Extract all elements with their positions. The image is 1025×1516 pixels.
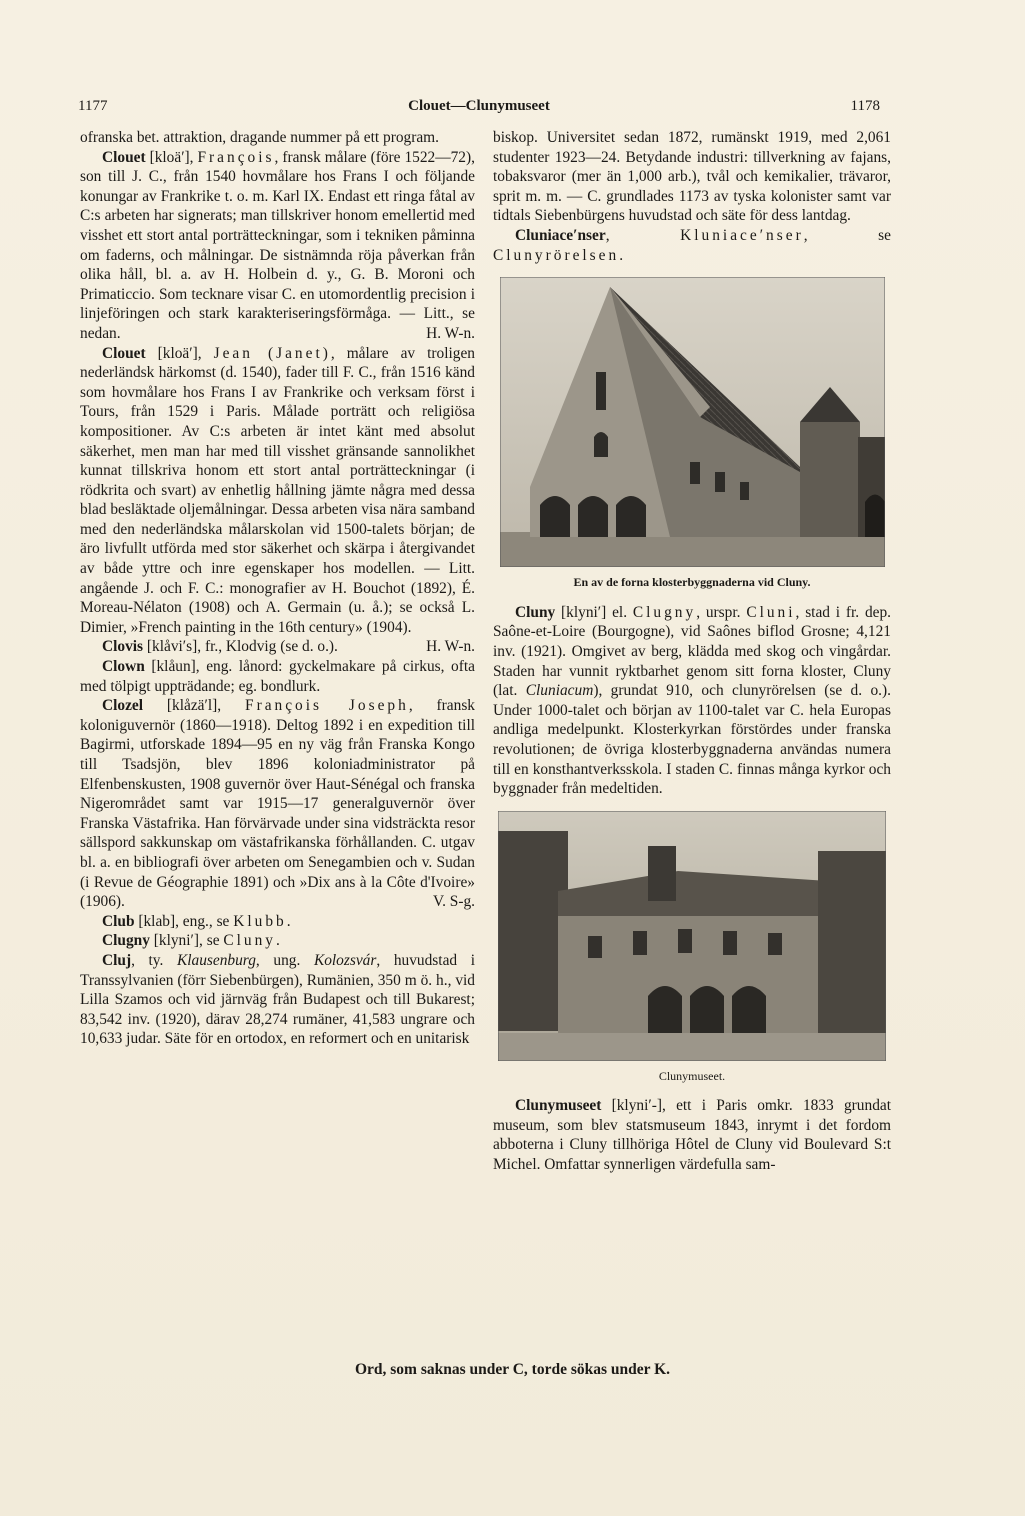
entry-continuation: ofranska bet. attraktion, dragande nummer på ett program.	[80, 129, 439, 146]
author-signature: V. S-g.	[432, 893, 475, 911]
entry-cluny: Cluny [klyni′] el. Clugny, urspr. Cluni, stad i fr. dep. Saône-et-Loire (Bourgogne), vid Saônes biflod Grosne; 4,121 inv. (1921). Omgivet av berg, klädda med skog och vingårdar. Staden har vunnit ryktbarhet genom sitt forna kloster, Cluny (lat. Cluniacum), grundat 910, och clunyrörelsen (se d. o.). Under 1000-talet och början av 1100-talet var C. hela Europas andliga medelpunkt. Klosterkyrkan förstördes under franska revolutionen; de övriga klosterbyggnaderna användas numera till en konsthantverksskola. I staden C. finnas många kyrkor och byggnader från medeltiden.	[493, 603, 892, 798]
headword: Clown	[102, 658, 145, 676]
entry-clown: Clown [klåun], eng. lånord: gyckelmakare på cirkus, ofta med tölpigt uppträdande; eg. bondlurk.	[80, 658, 475, 695]
headword: Cluniace′nser	[515, 226, 606, 244]
entry-club: Club [klab], eng., se Klubb.	[102, 912, 291, 930]
entry-clunymuseet: Clunymuseet [klyni′-], ett i Paris omkr. 1833 grundat museum, som blev statsmuseum 1843, inrymt i det fordom abboterna i Cluny tillhöriga Hôtel de Cluny vid Boulevard S:t Michel. Omfattar synnerligen värdefulla sam-	[493, 1097, 891, 1174]
headword: Clouet	[102, 148, 146, 166]
figure-caption: En av de forna klosterbyggnaderna vid Cluny.	[573, 575, 811, 590]
entry-continuation: biskop. Universitet sedan 1872, rumänskt 1919, med 2,061 studenter 1923—24. Betydande industri: tillverkning av fajans, tobaksvaror (mer än 1,000 arb.), tvål och kemikalier, trävaror, sprit m. m. — C. grundlades 1173 av tyska kolonister samt var tidtals Siebenbürgens huvudstad och säte för dess lantdag.	[493, 129, 891, 225]
cross-reference: Clunyrörelsen	[493, 246, 620, 264]
headword: Club	[102, 912, 135, 930]
headword: Cluj	[102, 951, 132, 969]
headword: Clouet	[102, 344, 146, 362]
entry-cluniacenser: Cluniace′nser, Kluniace′nser, se Clunyrörelsen.	[493, 226, 891, 264]
entry-clouet-jean: Clouet [kloä′], Jean (Janet), målare av troligen nederländsk härkomst (d. 1540), fader till F. C., från 1516 känd som hovmålare hos Frans I av Frankrike och verksam först i Tours, från 1529 i Paris. Målade porträtt och religiösa kompositioner. Av C:s arbeten är intet känt med absolut säkerhet, men man har med till visshet gränsande sannolikhet kunnat tillskriva honom ett stort antal porträtteckningar (i rödkrita och svart) av enhetlig hållning jämte några med dessa blad besläktade oljemålningar. Dessa arbeten visa nära samband med den nederländska målarskolan vid 1500-talets början; de äro livfullt utförda med stor säkerhet och skärpa i återgivandet av både yttre och inre egenskaper hos modellen. — Litt. angående J. och F. C.: monografier av H. Bouchot (1892), É. Moreau-Nélaton (1908) och A. Germain (u. å.); se också L. Dimier, »French painting in the 16th century» (1904). H. W-n.	[80, 344, 475, 656]
left-column	[80, 128, 475, 1049]
entry-clugny: Clugny [klyni′], se Cluny.	[102, 932, 280, 950]
figure-caption: Clunymuseet.	[658, 1068, 726, 1083]
entry-clouet-francois: Clouet [kloä′], François, fransk målare (före 1522—72), son till J. C., från 1540 hovmålare hos Frans I och följande konungar av Frankrike t. o. m. Karl IX. Endast ett ringa fåtal av C:s arbeten har signerats; man tillskriver honom emellertid med visshet ett stort antal porträtteckningar, som i tekniken påminna om faderns, och målningar. De sistnämnda röja påverkan från olika håll, bl. a. av H. Holbein d. y., G. B. Moroni och Primaticcio. Som tecknare visar C. en utomordentlig precision i linjeföringen och stark karakteriseringsförmåga. — Litt., se nedan. H. W-n.	[80, 148, 475, 342]
page-header	[78, 98, 880, 120]
page-footer-note: Ord, som saknas under C, torde sökas under K.	[354, 1361, 671, 1378]
entry-cluj: Cluj, ty. Klausenburg, ung. Kolozsvár, huvudstad i Transsylvanien (förr Siebenbürgen), Rumänien, 350 m ö. h., vid Lilla Szamos och vid järnväg från Budapest och till Bukarest; 83,542 inv. (1920), därav 28,274 rumäner, 41,583 ungrare och 10,633 judar. Säte för en ortodox, en reformert och en unitarisk	[80, 951, 475, 1048]
author-signature: H. W-n.	[426, 324, 475, 342]
entry-clovis: Clovis [klåvi′s], fr., Klodvig (se d. o.).	[102, 638, 338, 656]
figure-monastery-building	[493, 277, 891, 593]
author-signature: H. W-n.	[426, 638, 475, 656]
monastery-building-photo	[500, 277, 885, 567]
headword: Clozel	[102, 697, 144, 715]
page-number-right: 1178	[850, 98, 880, 114]
clunymuseet-photo	[498, 811, 886, 1061]
headword: Clugny	[102, 932, 150, 950]
running-title: Clouet—Clunymuseet	[408, 98, 550, 114]
headword: Cluny	[515, 603, 556, 621]
cross-reference: Cluny	[223, 932, 277, 950]
headword: Clovis	[102, 638, 144, 656]
headword: Clunymuseet	[515, 1097, 602, 1115]
entry-clozel: Clozel [klåzä′l], François Joseph, fransk koloniguvernör (1860—1918). Deltog 1892 i en expedition till Bagirmi, utforskade 1894—95 en ny väg från Franska Kongo till Tsadsjön, blev 1896 koloniadministrator på Elfenbenskusten, 1908 guvernör över Haut-Sénégal och franska Nigerområdet samt var 1915—17 generalguvernör över Franska Västafrika. Han förvärvade under sina vidsträckta resor sällspord sakkunskap om västafrikanska förhållanden. C. utgav bl. a. en bibliografi över arbeten om Senegambien och v. Sudan (i Revue de Géographie 1891) och »Dix ans à la Côte d'Ivoire» (1906). V. S-g.	[80, 697, 476, 911]
page-number-left: 1177	[78, 98, 108, 114]
right-column	[493, 128, 891, 1175]
cross-reference: Klubb	[233, 912, 287, 930]
figure-clunymuseet	[493, 811, 891, 1087]
